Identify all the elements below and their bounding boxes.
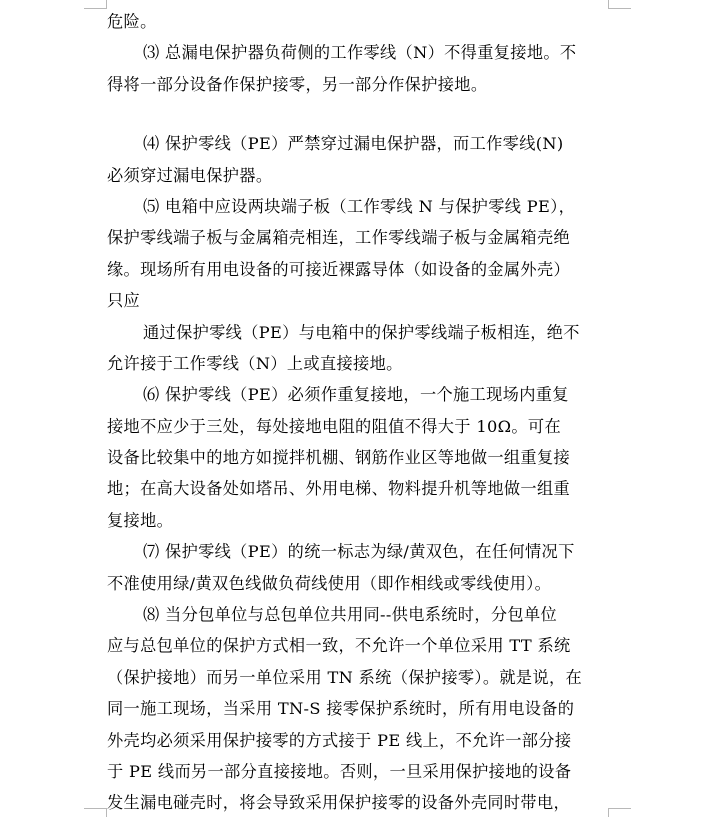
item-3-line-2: 得将一部分设备作保护接零，另一部分作保护接地。	[107, 74, 488, 94]
item-6-line-3: 设备比较集中的地方如搅拌机棚、钢筋作业区等地做一组重复接	[107, 448, 571, 468]
item-4-line-1: ⑷ 保护零线（PE）严禁穿过漏电保护器，而工作零线(N)	[143, 134, 564, 154]
margin-corner-mark-top-left	[84, 0, 107, 9]
paragraph-gap	[107, 100, 607, 128]
item-6-line-2: 接地不应少于三处，每处接地电阻的阻值不得大于 10Ω。可在	[107, 416, 561, 436]
margin-corner-mark-bottom-right	[608, 808, 631, 817]
margin-corner-mark-bottom-left	[84, 808, 107, 817]
item-3-line-1: ⑶ 总漏电保护器负荷侧的工作零线（N）不得重复接地。不	[143, 43, 577, 63]
item-8-line-2: 应与总包单位的保护方式相一致，不允许一个单位采用 TT 系统	[107, 636, 571, 656]
item-5-line-4: 只应	[107, 291, 141, 311]
text-line: 危险。	[107, 12, 157, 31]
item-6-line-1: ⑹ 保护零线（PE）必须作重复接地，一个施工现场内重复	[143, 385, 569, 405]
item-5-line-2: 保护零线端子板与金属箱壳相连，工作零线端子板与金属箱壳绝	[107, 228, 571, 248]
item-8-line-7: 发生漏电碰壳时，将会导致采用保护接零的设备外壳同时带电，	[107, 793, 571, 813]
item-4-line-2: 必须穿过漏电保护器。	[107, 165, 273, 185]
item-7-line-2: 不准使用绿/黄双色线做负荷线使用（即作相线或零线使用）。	[107, 573, 552, 593]
document-body	[107, 6, 607, 817]
continuation-line-2: 允许接于工作零线（N）上或直接接地。	[107, 353, 403, 373]
item-8-line-5: 外壳均必须采用保护接零的方式接于 PE 线上，不允许一部分接	[107, 730, 572, 750]
margin-corner-mark-top-right	[608, 0, 631, 9]
item-6-line-4: 地；在高大设备处如塔吊、外用电梯、物料提升机等地做一组重	[107, 479, 571, 499]
continuation-line-1: 通过保护零线（PE）与电箱中的保护零线端子板相连，绝不	[143, 322, 580, 342]
item-8-line-1: ⑻ 当分包单位与总包单位共用同--供电系统时，分包单位	[143, 605, 558, 625]
item-8-line-3: （保护接地）而另一单位采用 TN 系统（保护接零）。就是说，在	[107, 667, 583, 687]
item-5-line-3: 缘。现场所有用电设备的可接近裸露导体（如设备的金属外壳）	[107, 259, 571, 279]
item-6-line-5: 复接地。	[107, 510, 174, 530]
item-5-line-1: ⑸ 电箱中应设两块端子板（工作零线 N 与保护零线 PE），	[143, 196, 576, 216]
item-7-line-1: ⑺ 保护零线（PE）的统一标志为绿/黄双色，在任何情况下	[143, 542, 575, 562]
item-8-line-4: 同一施工现场，当采用 TN-S 接零保护系统时，所有用电设备的	[107, 699, 575, 719]
item-8-line-6: 于 PE 线而另一部分直接接地。否则，一旦采用保护接地的设备	[107, 761, 572, 781]
